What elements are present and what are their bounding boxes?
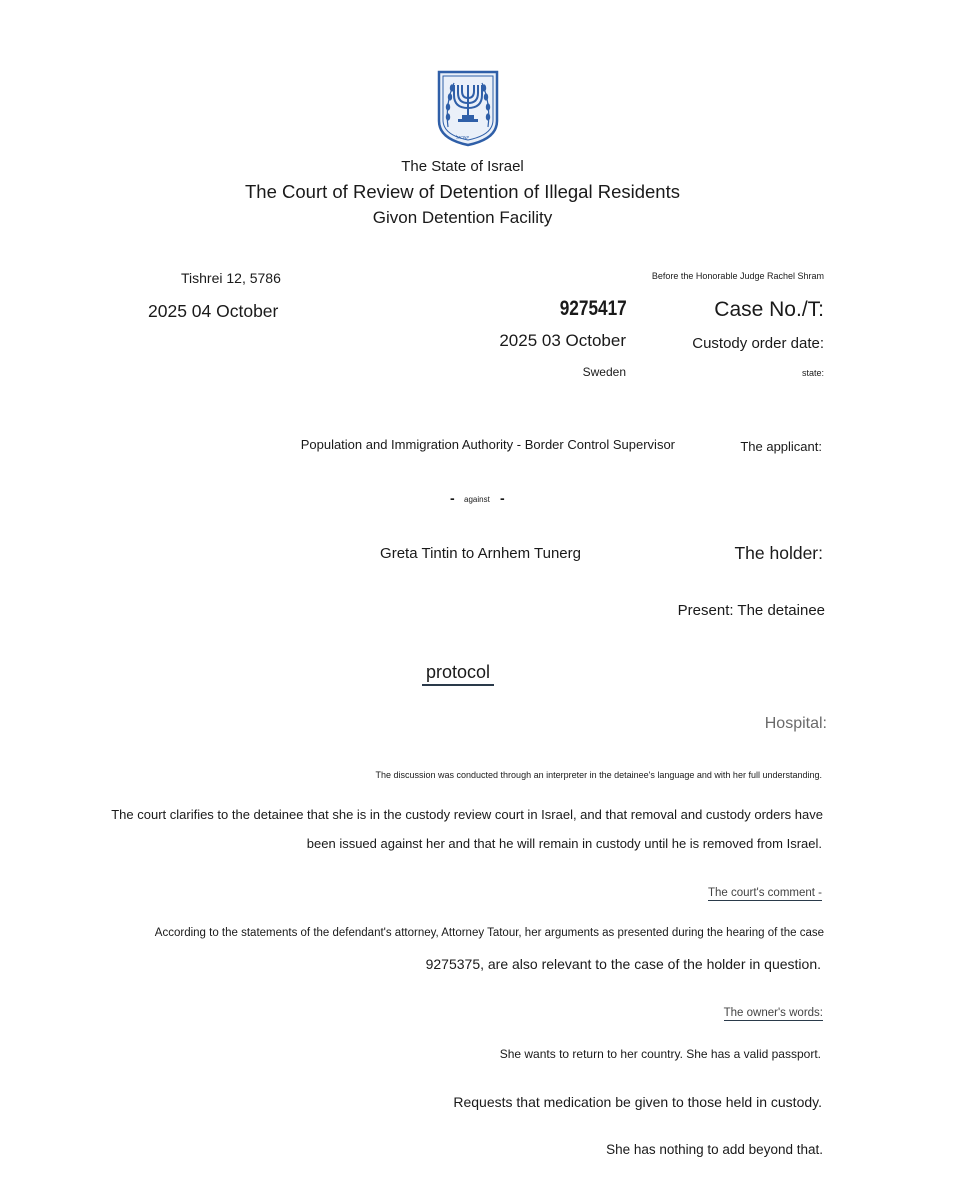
case-number: 9275417 bbox=[559, 297, 627, 320]
facility-title: Givon Detention Facility bbox=[372, 208, 553, 227]
protocol-title: protocol bbox=[422, 662, 494, 686]
owner-words-label: The owner's words: bbox=[723, 1007, 823, 1019]
hebrew-date: Tishrei 12, 5786 bbox=[181, 270, 281, 286]
court-comment-label: The court's comment - bbox=[707, 887, 822, 899]
session-date: 2025 04 October bbox=[148, 301, 279, 321]
hospital-label: Hospital: bbox=[764, 715, 827, 732]
against-dash-right: - bbox=[500, 490, 505, 506]
clarification-line-2: been issued against her and that he will remain in custody until he is removed from Israel. bbox=[306, 836, 822, 851]
applicant-value: Population and Immigration Authority - Border Control Supervisor bbox=[300, 437, 675, 452]
applicant-label: The applicant: bbox=[740, 439, 822, 454]
owner-line-1: She wants to return to her country. She has a valid passport. bbox=[499, 1047, 821, 1061]
custody-order-date: 2025 03 October bbox=[499, 331, 626, 350]
state-title: The State of Israel bbox=[401, 158, 524, 175]
holder-value: Greta Tintin to Arnhem Tunerg bbox=[380, 545, 581, 562]
custody-order-label: Custody order date: bbox=[692, 335, 824, 352]
clarification-line-1: The court clarifies to the detainee that she is in the custody review court in Israel, and that removal and custody orders have bbox=[111, 807, 823, 822]
owner-line-3: She has nothing to add beyond that. bbox=[606, 1142, 823, 1157]
emblem-caption: ישראל bbox=[455, 135, 470, 141]
owner-line-2: Requests that medication be given to those held in custody. bbox=[453, 1094, 822, 1110]
comment-line-2: 9275375, are also relevant to the case of the holder in question. bbox=[425, 956, 821, 972]
state-label: state: bbox=[801, 368, 824, 378]
judge-line: Before the Honorable Judge Rachel Shram bbox=[651, 271, 824, 281]
state-value: Sweden bbox=[582, 365, 626, 379]
interpreter-note: The discussion was conducted through an interpreter in the detainee's language and with her full understanding. bbox=[375, 770, 822, 780]
holder-label: The holder: bbox=[734, 543, 823, 563]
against-dash-left: - bbox=[450, 490, 455, 506]
case-label: Case No./T: bbox=[714, 298, 824, 321]
present-line: Present: The detainee bbox=[677, 602, 825, 619]
comment-line-1: According to the statements of the defendant's attorney, Attorney Tatour, her arguments as presented during the hearing of the case bbox=[154, 927, 824, 939]
against-label: against bbox=[464, 495, 490, 504]
court-title: The Court of Review of Detention of Illegal Residents bbox=[245, 181, 680, 202]
